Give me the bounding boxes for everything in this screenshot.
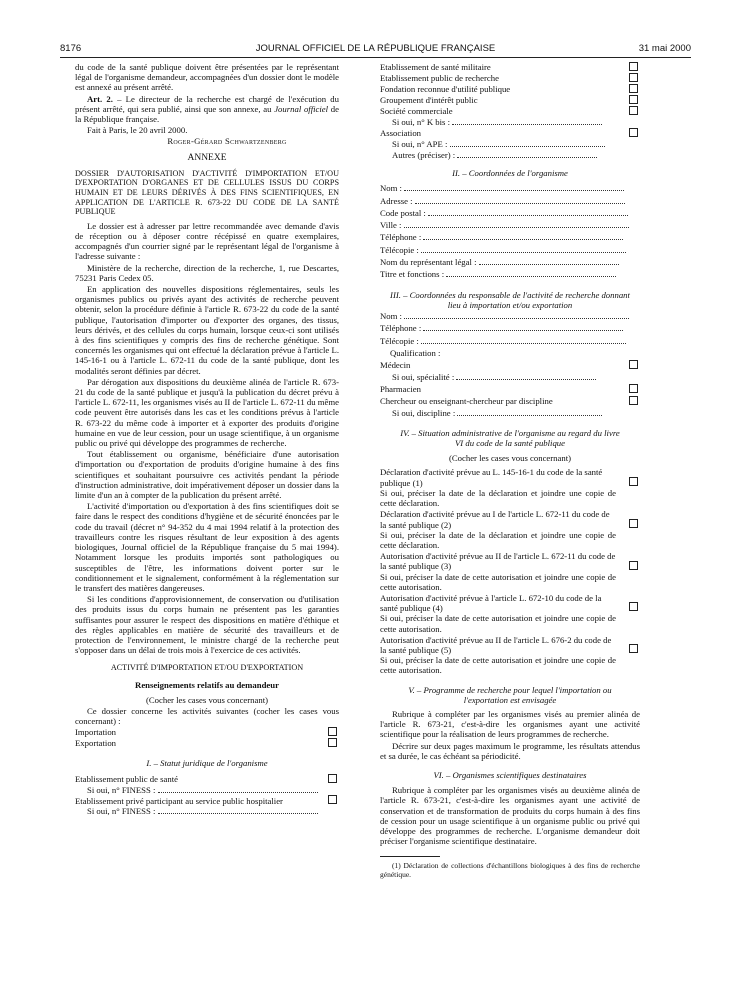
declaration-row: [380, 467, 640, 487]
qualification-label: Qualification :: [390, 347, 441, 358]
coord-field-label: Télécopie :: [380, 244, 419, 255]
left-column: [75, 62, 339, 817]
situation-title: IV. – Situation administrative de l'organisme au regard du livre VI du code de la santé publique: [400, 427, 620, 449]
finess-field[interactable]: [158, 785, 318, 793]
declaration-note: Si oui, préciser la date de cette autorisation et joindre une copie de cette autorisation.: [380, 571, 616, 592]
coord-field-row: [380, 245, 640, 257]
declaration-row: [380, 551, 640, 571]
destinataires-title: VI. – Organismes scientifiques destinataires: [433, 769, 587, 780]
issue-date: 31 mai 2000: [638, 43, 691, 54]
paragraph: Tout établissement ou organisme, bénéficiaire d'une autorisation d'importation ou d'exportation de produits d'origine humaine à des fins scientifiques et souhaitant poursuivre ces activités pendant la période d'instruction administrative, doit impérativement déposer un dossier dans la limite d'un an à compter de la publication du présent arrêté.: [75, 449, 339, 501]
autres-label: Autres (préciser) :: [392, 150, 456, 160]
coord-field-label: Titre et fonctions :: [380, 269, 445, 280]
ape-row: [380, 139, 640, 150]
programme-paragraph: Décrire sur deux pages maximum le programme, les résultats attendus et sa durée, le cas échéant sa périodicité.: [380, 740, 640, 761]
exportation-label: Exportation: [75, 738, 117, 749]
medecin-label: Médecin: [380, 359, 411, 370]
finess2-row: [75, 806, 339, 817]
exportation-row: [75, 738, 339, 749]
resp-field-row: [380, 323, 640, 335]
coord-field-row: [380, 257, 640, 269]
association-row: [380, 128, 640, 139]
paragraph: Ministère de la recherche, direction de la recherche, 1, rue Descartes, 75231 Paris Cedex 05.: [75, 262, 339, 283]
declaration-checkbox[interactable]: [629, 519, 638, 528]
statut-item-checkbox[interactable]: [629, 62, 638, 71]
declaration-label: Autorisation d'activité prévue au II de l'article L. 676-2 du code de la santé publique (5): [380, 634, 612, 655]
resp-field-input[interactable]: [404, 311, 629, 319]
coord-field-row: [380, 208, 640, 220]
etab-prive-label: Etablissement privé participant au service public hospitalier: [75, 795, 283, 806]
etab-prive-checkbox[interactable]: [328, 795, 337, 804]
article-2-end: de la République française.: [75, 103, 339, 125]
statut-item-row: [380, 95, 640, 106]
article-2: [75, 94, 339, 125]
paragraph: Si les conditions d'approvisionnement, de conservation ou d'utilisation des produits issus du corps humain ne présentent pas les garanties suffisantes pour assurer le respect des dispositions en matière d'éthique et des règles applicables en matière de sécurité des travailleurs et de protection de l'environnement, le ministre chargé de la recherche peut s'opposer dans un délai de trois mois à l'exercice de ces activités.: [75, 594, 339, 656]
footnote-divider: [380, 856, 440, 857]
finess-row: [75, 785, 339, 796]
coord-field-input[interactable]: [428, 208, 628, 216]
coord-field-row: [380, 232, 640, 244]
cocher-note-right: (Cocher les cases vous concernant): [448, 453, 572, 464]
statut-item-row: [380, 62, 640, 73]
coord-field-label: Ville :: [380, 220, 402, 231]
ape-field[interactable]: [450, 139, 605, 147]
paragraph: En application des nouvelles dispositions réglementaires, seuls les organismes publics ou privés ayant des activités de recherche peuvent obtenir, selon la procédure définie à l'article R. 673-22 du code de la santé publique, l'autorisation d'importer ou d'exporter des organes, des tissus, leurs dérivés, et des cellules du corps humain, lorsque ceux-ci sont utilisés à des fins scientifiques y compris des fins de recherche génétique. Sont concernés les organismes qui ont effectué la déclaration prévue à l'article L. 145-16-1 ou à l'article L. 672-11 du code de la santé publique, dont les modalités seront définies par décret.: [75, 284, 339, 376]
signer-name: Roger-Gérard Schwartzenberg: [167, 136, 287, 147]
declaration-checkbox[interactable]: [629, 477, 638, 486]
statut-item-label: Etablissement de santé militaire: [380, 62, 491, 72]
coord-field-input[interactable]: [423, 232, 623, 240]
chercheur-row: [380, 396, 640, 408]
kbis-field[interactable]: [452, 117, 602, 125]
coord-field-label: Nom du représentant légal :: [380, 256, 477, 267]
signed-date: Fait à Paris, le 20 avril 2000.: [87, 125, 188, 136]
autres-row: [380, 150, 640, 161]
resp-field-input[interactable]: [423, 323, 623, 331]
declaration-row: [380, 635, 640, 655]
etab-sante-label: Etablissement public de santé: [75, 773, 179, 784]
coord-field-label: Adresse :: [380, 195, 413, 206]
exportation-checkbox[interactable]: [328, 738, 337, 747]
paragraph: L'activité d'importation ou d'exportation à des fins scientifiques doit se faire dans le respect des conditions d'hygiène et de sécurité énoncées par le code du travail (décret n° 94-352 du 4 mai 1994 relatif à la protection des travailleurs contre les risques résultant de leur exposition à des agents biologiques, Journal officiel de la République française du 5 mai 1994). Notamment lorsque les produits importés sont pathologiques ou susceptibles de l'être, les informations doivent porter sur le conditionnement et le signalement, conformément à la réglementation sur le transfert des matières dangereuses.: [75, 501, 339, 593]
article-2-text: – Le directeur de la recherche est chargé de l'exécution du présent arrêté, qui sera publié, ainsi que son annexe, au: [75, 93, 339, 114]
coord-field-input[interactable]: [421, 245, 626, 253]
coord-field-input[interactable]: [404, 220, 629, 228]
statut-item-checkbox[interactable]: [629, 84, 638, 93]
declaration-label: Déclaration d'activité prévue au I de l'article L. 672-11 du code de la santé publique (2): [380, 509, 610, 530]
discipline-row: [380, 408, 640, 420]
statut-item-label: Société commerciale: [380, 106, 453, 116]
pharmacien-checkbox[interactable]: [629, 384, 638, 393]
journal-title: JOURNAL OFFICIEL DE LA RÉPUBLIQUE FRANÇAISE: [255, 43, 496, 54]
qualification-row: [380, 348, 640, 360]
specialite-label: Si oui, spécialité :: [392, 371, 455, 382]
autres-field[interactable]: [457, 150, 597, 158]
pharmacien-label: Pharmacien: [380, 383, 422, 394]
coord-field-label: Téléphone :: [380, 232, 422, 243]
programme-paragraph: Rubrique à compléter par les organismes visés au premier alinéa de l'article R. 673-21, c'est-à-dire les organismes ayant une activité scientifique pour la réalisation de leurs programmes de recherche.: [380, 708, 640, 740]
discipline-field[interactable]: [457, 408, 602, 416]
coord-field-label: Code postal :: [380, 207, 426, 218]
importation-label: Importation: [75, 727, 117, 738]
resp-field-label: Téléphone :: [380, 323, 422, 334]
journal-officiel-ref: Journal officiel: [274, 103, 329, 114]
association-checkbox[interactable]: [629, 128, 638, 137]
statut-item-label: Fondation reconnue d'utilité publique: [380, 84, 511, 94]
chercheur-checkbox[interactable]: [629, 396, 638, 405]
declaration-label: Autorisation d'activité prévue à l'article L. 672-10 du code de la santé publique (4): [380, 592, 602, 614]
statut-item-row: [380, 106, 640, 117]
resp-field-input[interactable]: [421, 336, 626, 344]
paragraph: Le dossier est à adresser par lettre recommandée avec demande d'avis de réception ou à déposer contre récépissé en quatre exemplaires, accompagnés d'un courrier signé par le représentant légal de l'organisme à l'adresse suivante :: [75, 220, 339, 262]
pharmacien-row: [380, 384, 640, 396]
coord-field-row: [380, 183, 640, 195]
statut-item-row: [380, 73, 640, 84]
cocher-note: (Cocher les cases vous concernant): [145, 694, 269, 705]
resp-field-row: [380, 336, 640, 348]
declaration-label: Autorisation d'activité prévue au II de l'article L. 672-11 du code de la santé publique (3): [380, 551, 616, 572]
declaration-note: Si oui, préciser la date de cette autorisation et joindre une copie de cette autorisation.: [380, 613, 616, 634]
association-label: Association: [380, 128, 422, 138]
coord-field-input[interactable]: [479, 257, 619, 265]
statut-item-checkbox[interactable]: [629, 73, 638, 82]
activite-title: ACTIVITÉ D'IMPORTATION ET/OU D'EXPORTATION: [110, 663, 304, 673]
medecin-checkbox[interactable]: [629, 360, 638, 369]
resp-title: III. – Coordonnées du responsable de l'activité de recherche donnant lieu à importation et/ou exportation: [390, 289, 630, 310]
coord-title: II. – Coordonnées de l'organisme: [452, 168, 568, 178]
programme-title: V. – Programme de recherche pour lequel l'importation ou l'exportation est envisagée: [408, 684, 612, 705]
statut-item-row: [380, 84, 640, 95]
intro-paragraph: du code de la santé publique doivent être présentées par le représentant légal de l'organisme demandeur, accompagnées d'un dossier dont le modèle est annexé au présent arrêté.: [75, 62, 339, 93]
coord-field-row: [380, 269, 640, 281]
declaration-checkbox[interactable]: [629, 561, 638, 570]
kbis-row: [380, 117, 640, 128]
coord-field-input[interactable]: [415, 196, 625, 204]
declaration-note: Si oui, préciser la date de la déclaration et joindre une copie de cette déclaration.: [380, 487, 616, 509]
renseignements-title: Renseignements relatifs au demandeur: [135, 679, 279, 690]
specialite-row: [380, 372, 640, 384]
resp-field-row: [380, 311, 640, 323]
declaration-row: [380, 509, 640, 529]
paragraph: Par dérogation aux dispositions du deuxième alinéa de l'article R. 673-21 du code de la santé publique et jusqu'à la publication du décret prévu à l'article L. 672-11, les organismes visés au II de l'article L. 672-11 du même code peuvent être autorisés dans les cas et les conditions prévus à l'article R. 673-22 du même code à importer et à exporter des produits d'origine humaine en vue de leur cession, pour un usage scientifique, à un organisme public ou privé qui développe des programmes de recherche.: [75, 376, 339, 449]
kbis-label: Si oui, n° K bis :: [392, 117, 451, 127]
declaration-row: [380, 593, 640, 613]
page-header: [60, 43, 691, 58]
specialite-field[interactable]: [456, 372, 596, 380]
coord-field-row: [380, 220, 640, 232]
coord-field-input[interactable]: [446, 269, 616, 277]
resp-field-label: Nom :: [380, 310, 402, 321]
declaration-note: Si oui, préciser la date de la déclaration et joindre une copie de cette déclaration.: [380, 529, 616, 550]
concerne-text: Ce dossier concerne les activités suivantes (cocher les cases vous concernant) :: [75, 705, 339, 727]
statut-item-label: Groupement d'intérêt public: [380, 95, 478, 105]
statut-title: I. – Statut juridique de l'organisme: [146, 758, 268, 769]
finess2-label: Si oui, n° FINESS :: [87, 805, 156, 816]
article-2-label: Art. 2.: [87, 93, 113, 104]
chercheur-label: Chercheur ou enseignant-chercheur par discipline: [380, 395, 553, 406]
coord-field-label: Nom :: [380, 183, 402, 194]
ape-label: Si oui, n° APE :: [392, 139, 448, 149]
coord-field-input[interactable]: [404, 183, 624, 191]
statut-item-checkbox[interactable]: [629, 95, 638, 104]
etab-prive-row: [75, 796, 339, 806]
footnote: (1) Déclaration de collections d'échantillons biologiques à des fins de recherche génétique.: [380, 861, 640, 880]
importation-row: [75, 727, 339, 738]
destinataires-paragraph: Rubrique à compléter par les organismes visés au deuxième alinéa de l'article R. 673-21, c'est-à-dire les organismes ayant une activité de conservation et de transformation de produits du corps humain à des fins de cession pour un usage scientifique à un organisme public ou privé qui développe des programmes de recherche. L'organisme demandeur doit préciser l'organisme scientifique destinataire.: [380, 785, 640, 847]
page-number: 8176: [60, 43, 82, 54]
medecin-row: [380, 360, 640, 372]
importation-checkbox[interactable]: [328, 727, 337, 736]
finess2-field[interactable]: [158, 806, 318, 814]
coord-field-row: [380, 196, 640, 208]
declaration-checkbox[interactable]: [629, 644, 638, 653]
right-column: [380, 62, 640, 880]
declaration-checkbox[interactable]: [629, 602, 638, 611]
declaration-note: Si oui, préciser la date de cette autorisation et joindre une copie de cette autorisation.: [380, 655, 616, 676]
resp-field-label: Télécopie :: [380, 335, 419, 346]
dossier-title: DOSSIER D'AUTORISATION D'ACTIVITÉ D'IMPORTATION ET/OU D'EXPORTATION D'ORGANES ET DE CELLULES ISSUS DU CORPS HUMAIN ET DE LEURS DÉRIVÉS À DES FINS SCIENTIFIQUES, EN APPLICATION DE L'ARTICLE R. 673-22 DU CODE DE LA SANTÉ PUBLIQUE: [75, 168, 339, 217]
declaration-label: Déclaration d'activité prévue au L. 145-16-1 du code de la santé publique (1): [380, 467, 603, 488]
discipline-label: Si oui, discipline :: [392, 407, 456, 418]
etab-sante-row: [75, 774, 339, 785]
statut-item-checkbox[interactable]: [629, 106, 638, 115]
annexe-title: ANNEXE: [187, 152, 227, 163]
etab-sante-checkbox[interactable]: [328, 774, 337, 783]
statut-item-label: Etablissement public de recherche: [380, 73, 499, 83]
finess-label: Si oui, n° FINESS :: [87, 784, 156, 795]
